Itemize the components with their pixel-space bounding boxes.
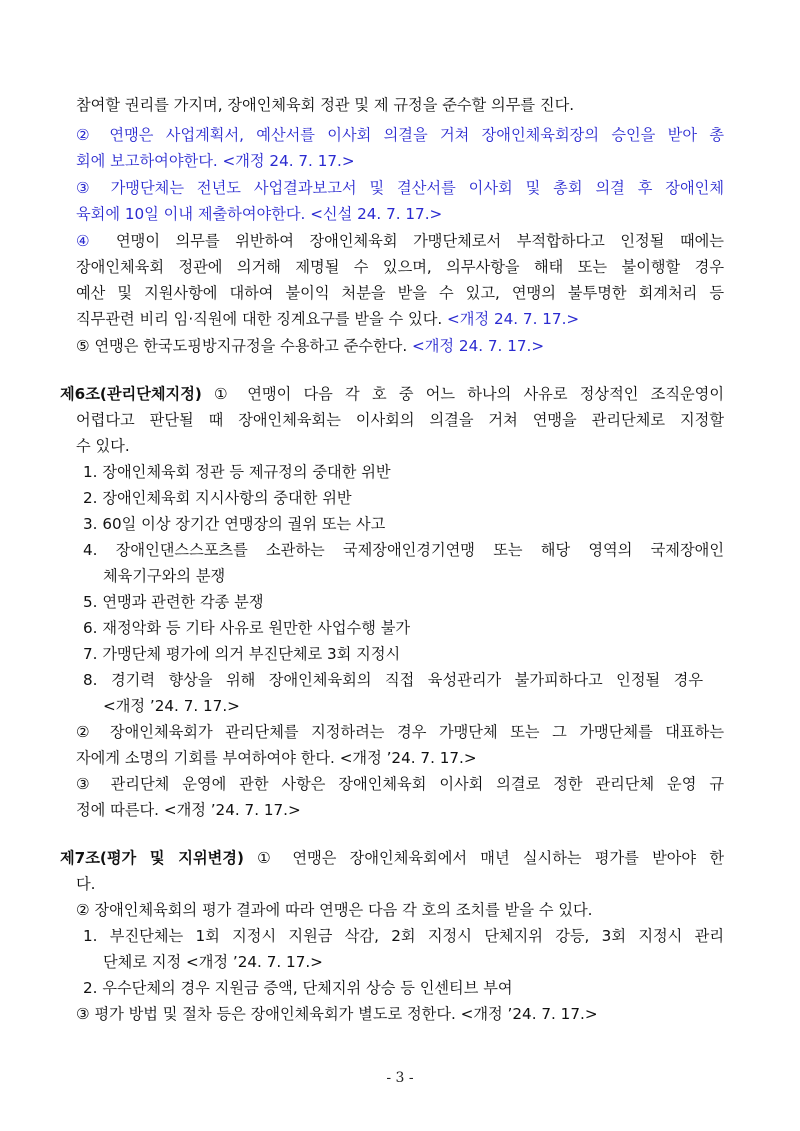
list-item: 7. 가맹단체 평가에 의거 부진단체로 3회 지정시	[83, 645, 401, 663]
list-item: 6. 재정악화 등 기타 사유로 원만한 사업수행 불가	[83, 619, 411, 637]
list-item: 단체로 지정 <개정 ’24. 7. 17.>	[103, 953, 323, 971]
clause-2-line: ② 연맹은 사업계획서, 예산서를 이사회 의결을 거쳐 장애인체육회장의 승인을 받아 총	[76, 126, 724, 144]
article-6-clause-3-line: 정에 따른다. <개정 ’24. 7. 17.>	[76, 801, 301, 819]
article-7-heading: 제7조(평가 및 지위변경)	[60, 849, 244, 867]
clause-5-line	[76, 336, 724, 356]
article-7-clause-2: ② 장애인체육회의 평가 결과에 따라 연맹은 다음 각 호의 조치를 받을 수 있다.	[76, 901, 593, 919]
clause-2-line: 회에 보고하여야한다. <개정 24. 7. 17.>	[76, 152, 355, 170]
article-7-line: 다.	[76, 875, 96, 893]
article-7-text: ① 연맹은 장애인체육회에서 매년 실시하는 평가를 받아야 한	[243, 849, 724, 867]
list-item: 1. 부진단체는 1회 지정시 지원금 삭감, 2회 지정시 단체지위 강등, 3회 지정시 관리	[83, 927, 724, 945]
clause-4-line	[76, 309, 724, 329]
list-item: 1. 장애인체육회 정관 등 제규정의 중대한 위반	[83, 463, 391, 481]
amendment-note: <개정 24. 7. 17.>	[447, 310, 580, 328]
clause-3-line: ③ 가맹단체는 전년도 사업결과보고서 및 결산서를 이사회 및 총회 의결 후 장애인체	[76, 179, 724, 197]
list-item: 4. 장애인댄스스포츠를 소관하는 국제장애인경기연맹 또는 해당 영역의 국제장애인	[83, 541, 724, 559]
clause-4-line	[76, 231, 724, 251]
paragraph-line: 참여할 권리를 가지며, 장애인체육회 정관 및 제 규정을 준수할 의무를 진다.	[76, 96, 575, 114]
article-6-line: 어렵다고 판단될 때 장애인체육회는 이사회의 의결을 거쳐 연맹을 관리단체로 지정할	[76, 411, 724, 429]
article-6-heading: 제6조(관리단체지정)	[60, 385, 202, 403]
article-7-clause-3: ③ 평가 방법 및 절차 등은 장애인체육회가 별도로 정한다. <개정 ’24. 7. 17.>	[76, 1005, 598, 1023]
amendment-note: <개정 24. 7. 17.>	[412, 337, 545, 355]
article-6-clause-2-line: 자에게 소명의 기회를 부여하여야 한다. <개정 ’24. 7. 17.>	[76, 749, 477, 767]
clause-4-text: 직무관련 비리 임·직원에 대한 징계요구를 받을 수 있다.	[76, 310, 448, 328]
list-item: 3. 60일 이상 장기간 연맹장의 궐위 또는 사고	[83, 515, 386, 533]
list-item: 8. 경기력 향상을 위해 장애인체육회의 직접 육성관리가 불가피하다고 인정될 경우	[83, 671, 703, 689]
clause-5-text: ⑤ 연맹은 한국도핑방지규정을 수용하고 준수한다.	[76, 337, 413, 355]
list-item: 5. 연맹과 관련한 각종 분쟁	[83, 593, 264, 611]
article-7-line	[60, 848, 724, 868]
article-6-clause-3-line: ③ 관리단체 운영에 관한 사항은 장애인체육회 이사회 의결로 정한 관리단체 운영 규	[76, 775, 724, 793]
article-6-clause-2-line: ② 장애인체육회가 관리단체를 지정하려는 경우 가맹단체 또는 그 가맹단체를 대표하는	[76, 723, 724, 741]
circled-number: ④	[76, 232, 101, 250]
list-item: 2. 우수단체의 경우 지원금 증액, 단체지위 상승 등 인센티브 부여	[83, 979, 513, 997]
clause-4-text: 연맹이 의무를 위반하여 장애인체육회 가맹단체로서 부적합하다고 인정될 때에는	[100, 232, 724, 250]
clause-4-line: 장애인체육회 정관에 의거해 제명될 수 있으며, 의무사항을 해태 또는 불이행할 경우	[76, 258, 724, 276]
list-item: 체육기구와의 분쟁	[103, 567, 226, 585]
clause-4-line: 예산 및 지원사항에 대하여 불이익 처분을 받을 수 있고, 연맹의 불투명한 회계처리 등	[76, 284, 724, 302]
article-6-text: ① 연맹이 다음 각 호 중 어느 하나의 사유로 정상적인 조직운영이	[201, 385, 724, 403]
amendment-note: <개정 ’24. 7. 17.>	[103, 697, 240, 715]
article-6-line: 수 있다.	[76, 437, 130, 455]
article-6-line	[60, 384, 724, 404]
list-item: 2. 장애인체육회 지시사항의 중대한 위반	[83, 489, 352, 507]
clause-3-line: 육회에 10일 이내 제출하여야한다. <신설 24. 7. 17.>	[76, 205, 443, 223]
page-number: - 3 -	[386, 1070, 414, 1086]
